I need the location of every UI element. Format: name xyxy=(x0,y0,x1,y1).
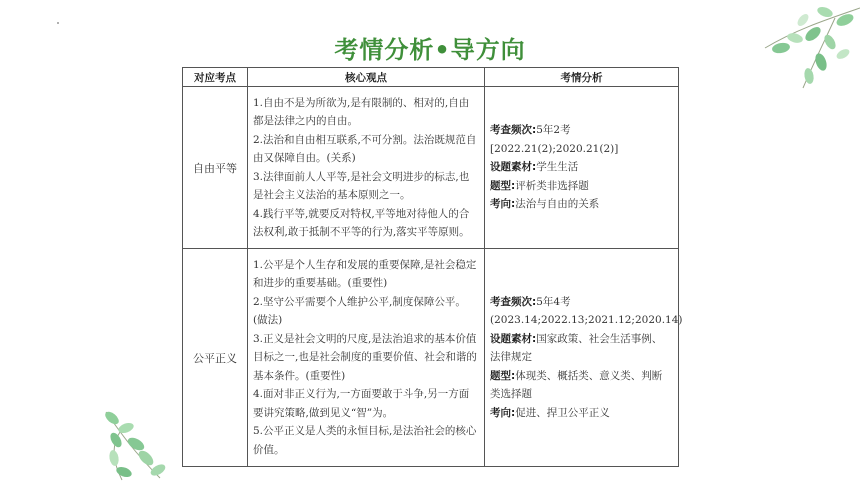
table-header-row xyxy=(183,68,679,87)
analysis-label: 考向: xyxy=(490,198,516,211)
core-view-item: 4.面对非正义行为,一方面要敢于斗争,另一方面要讲究策略,做到见义“智”为。 xyxy=(253,388,470,419)
analysis-item xyxy=(490,195,672,214)
core-view-item: 2.法治和自由相互联系,不可分割。法治既规范自由又保障自由。(关系) xyxy=(253,133,477,164)
core-view-item: 2.坚守公平需要个人维护公平,制度保障公平。(做法) xyxy=(253,295,466,327)
header-exam-analysis: 考情分析 xyxy=(485,68,679,87)
analysis-label: 设题素材: xyxy=(490,161,537,174)
exam-analysis-table xyxy=(182,67,683,467)
analysis-label: 设题素材: xyxy=(490,332,537,345)
leaf-decoration-icon xyxy=(100,408,180,484)
header-core-views: 核心观点 xyxy=(248,68,485,87)
table-row xyxy=(183,87,679,249)
core-view-item: 3.法律面前人人平等,是社会文明进步的标志,也是社会主义法治的基本原则之一。 xyxy=(253,170,470,201)
analysis-label: 考向: xyxy=(490,406,516,419)
exam-point: 公平正义 xyxy=(183,249,248,467)
core-views xyxy=(248,87,485,249)
analysis-item xyxy=(490,158,672,177)
core-views xyxy=(248,249,485,467)
analysis-label: 题型: xyxy=(490,369,516,382)
analysis-value: 5年4考(2023.14;2022.13;2021.12;2020.14) xyxy=(490,295,683,327)
analysis-item xyxy=(490,404,672,423)
analysis-item xyxy=(490,177,672,196)
analysis-value: 学生生活 xyxy=(536,161,579,174)
analysis-value: 体现类、概括类、意义类、判断类选择题 xyxy=(490,369,663,401)
exam-point: 自由平等 xyxy=(183,87,248,249)
stray-dot xyxy=(57,22,59,24)
core-view-item: 1.公平是个人生存和发展的重要保障,是社会稳定和进步的重要基础。(重要性) xyxy=(253,258,477,290)
header-point: 对应考点 xyxy=(183,68,248,87)
analysis-item xyxy=(490,330,672,367)
core-view-item: 5.公平正义是人类的永恒目标,是法治社会的核心价值。 xyxy=(253,425,477,456)
analysis-value: 5年2考[2022.21(2);2020.21(2)] xyxy=(490,124,619,155)
analysis-item xyxy=(490,293,683,330)
analysis-item xyxy=(490,121,672,158)
analysis-value: 法治与自由的关系 xyxy=(515,198,600,211)
exam-analysis xyxy=(485,87,679,249)
analysis-item xyxy=(490,367,672,404)
analysis-value: 评析类非选择题 xyxy=(515,179,589,192)
core-view-item: 4.践行平等,就要反对特权,平等地对待他人的合法权利,敢于抵制不平等的行为,落实平等原则。 xyxy=(253,207,470,238)
core-view-item: 1.自由不是为所欲为,是有限制的、相对的,自由都是法律之内的自由。 xyxy=(253,96,470,127)
analysis-value: 促进、捍卫公平正义 xyxy=(515,406,610,419)
table-row xyxy=(183,249,679,467)
exam-analysis xyxy=(485,249,683,467)
analysis-label: 考查频次: xyxy=(490,124,537,137)
page-title: 考情分析•导方向 xyxy=(334,36,526,64)
analysis-label: 考查频次: xyxy=(490,295,537,308)
analysis-label: 题型: xyxy=(490,179,516,192)
analysis-value: 国家政策、社会生活事例、法律规定 xyxy=(490,332,663,364)
core-view-item: 3.正义是社会文明的尺度,是法治追求的基本价值目标之一,也是社会制度的重要价值、社会和谐的基本条件。(重要性) xyxy=(253,332,477,382)
